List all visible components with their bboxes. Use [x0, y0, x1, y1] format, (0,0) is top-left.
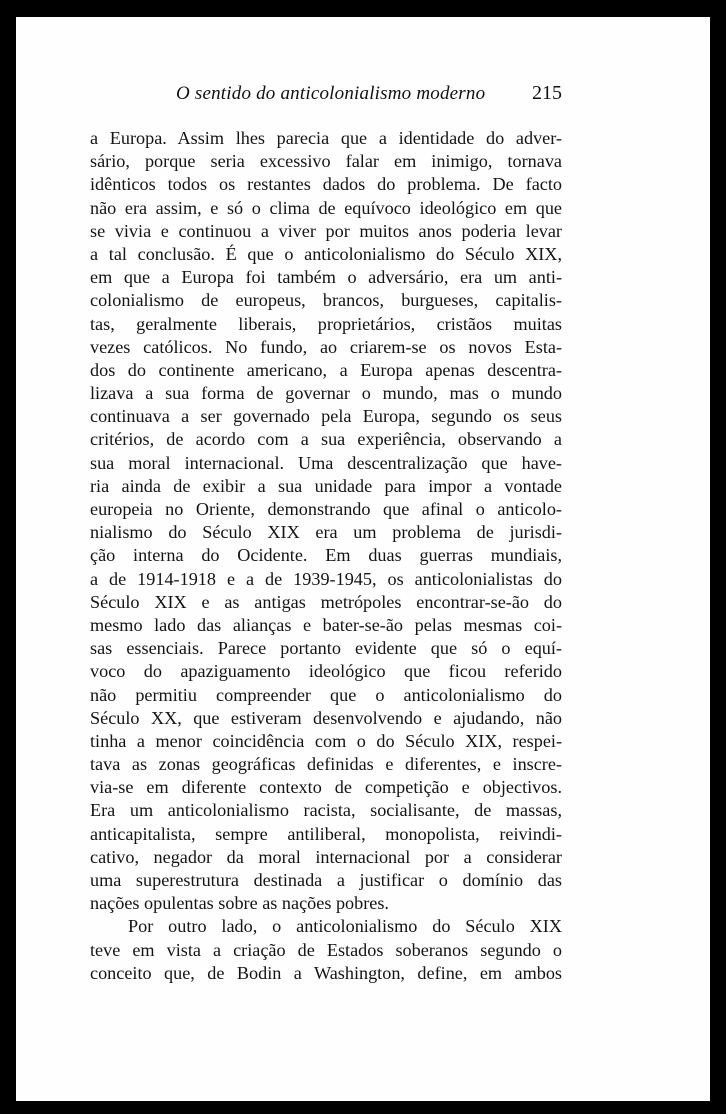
- text-line: uma superestrutura destinada a justificar o domínio das: [90, 870, 562, 890]
- text-line: nações opulentas sobre as nações pobres.: [90, 893, 389, 914]
- text-line: colonialismo de europeus, brancos, burgueses, capitalis-: [90, 290, 562, 311]
- text-line: a tal conclusão. É que o anticolonialismo do Século XIX,: [90, 243, 562, 264]
- text-line: Por outro lado, o anticolonialismo do Século XIX: [128, 916, 562, 937]
- text-line: europeia no Oriente, demonstrando que afinal o anticolo-: [90, 499, 562, 519]
- text-line: a Europa. Assim lhes parecia que a identidade do adver-: [90, 128, 562, 148]
- text-line: lizava a sua forma de governar o mundo, mas o mundo: [90, 383, 562, 404]
- text-line: a de 1914-1918 e a de 1939-1945, os anticolonialistas do: [90, 568, 562, 589]
- text-line: via-se em diferente contexto de competição e objectivos.: [90, 777, 562, 798]
- text-line: dos do continente americano, a Europa apenas descentra-: [90, 359, 562, 380]
- text-line: idênticos todos os restantes dados do problema. De facto: [90, 174, 562, 195]
- text-line: teve em vista a criação de Estados soberanos segundo o: [90, 939, 562, 960]
- running-title: O sentido do anticolonialismo moderno: [176, 83, 486, 104]
- page-number: 215: [532, 82, 562, 104]
- text-line: tas, geralmente liberais, proprietários, cristãos muitas: [90, 313, 562, 334]
- text-line: critérios, de acordo com a sua experiência, observando a: [90, 429, 562, 450]
- text-line: sua moral internacional. Uma descentralização que have-: [90, 452, 562, 473]
- text-line: vezes católicos. No fundo, ao criarem-se os novos Esta-: [90, 336, 562, 357]
- text-line: em que a Europa foi também o adversário, era um anti-: [90, 267, 562, 288]
- text-line: mesmo lado das alianças e bater-se-ão pelas mesmas coi-: [90, 614, 562, 635]
- text-line: sário, porque seria excessivo falar em inimigo, tornava: [90, 151, 562, 172]
- text-line: ção interna do Ocidente. Em duas guerras mundiais,: [90, 545, 562, 566]
- running-head: [16, 83, 710, 113]
- text-line: cativo, negador da moral internacional por a considerar: [90, 846, 562, 867]
- text-line: Século XX, que estiveram desenvolvendo e ajudando, não: [90, 707, 562, 728]
- text-line: ria ainda de exibir a sua unidade para impor a vontade: [90, 475, 562, 496]
- body-text: [90, 127, 562, 985]
- text-line: Era um anticolonialismo racista, socialisante, de massas,: [90, 800, 562, 821]
- text-line: tinha a menor coincidência com o do Século XIX, respei-: [90, 730, 562, 751]
- text-line: não era assim, e só o clima de equívoco ideológico em que: [90, 197, 562, 218]
- text-line: Século XIX e as antigas metrópoles encontrar-se-ão do: [90, 591, 562, 612]
- text-line: sas essenciais. Parece portanto evidente que só o equí-: [90, 638, 562, 659]
- text-line: se vivia e continuou a viver por muitos anos poderia levar: [90, 220, 562, 241]
- text-line: anticapitalista, sempre antiliberal, monopolista, reivindi-: [90, 823, 562, 844]
- text-line: tava as zonas geográficas definidas e diferentes, e inscre-: [90, 754, 562, 775]
- text-line: conceito que, de Bodin a Washington, define, em ambos: [90, 962, 562, 983]
- text-line: não permitiu compreender que o anticolonialismo do: [90, 684, 562, 705]
- text-line: voco do apaziguamento ideológico que ficou referido: [90, 661, 562, 682]
- book-page: [16, 17, 710, 1101]
- text-line: nialismo do Século XIX era um problema de jurisdi-: [90, 522, 562, 543]
- text-line: continuava a ser governado pela Europa, segundo os seus: [90, 406, 562, 427]
